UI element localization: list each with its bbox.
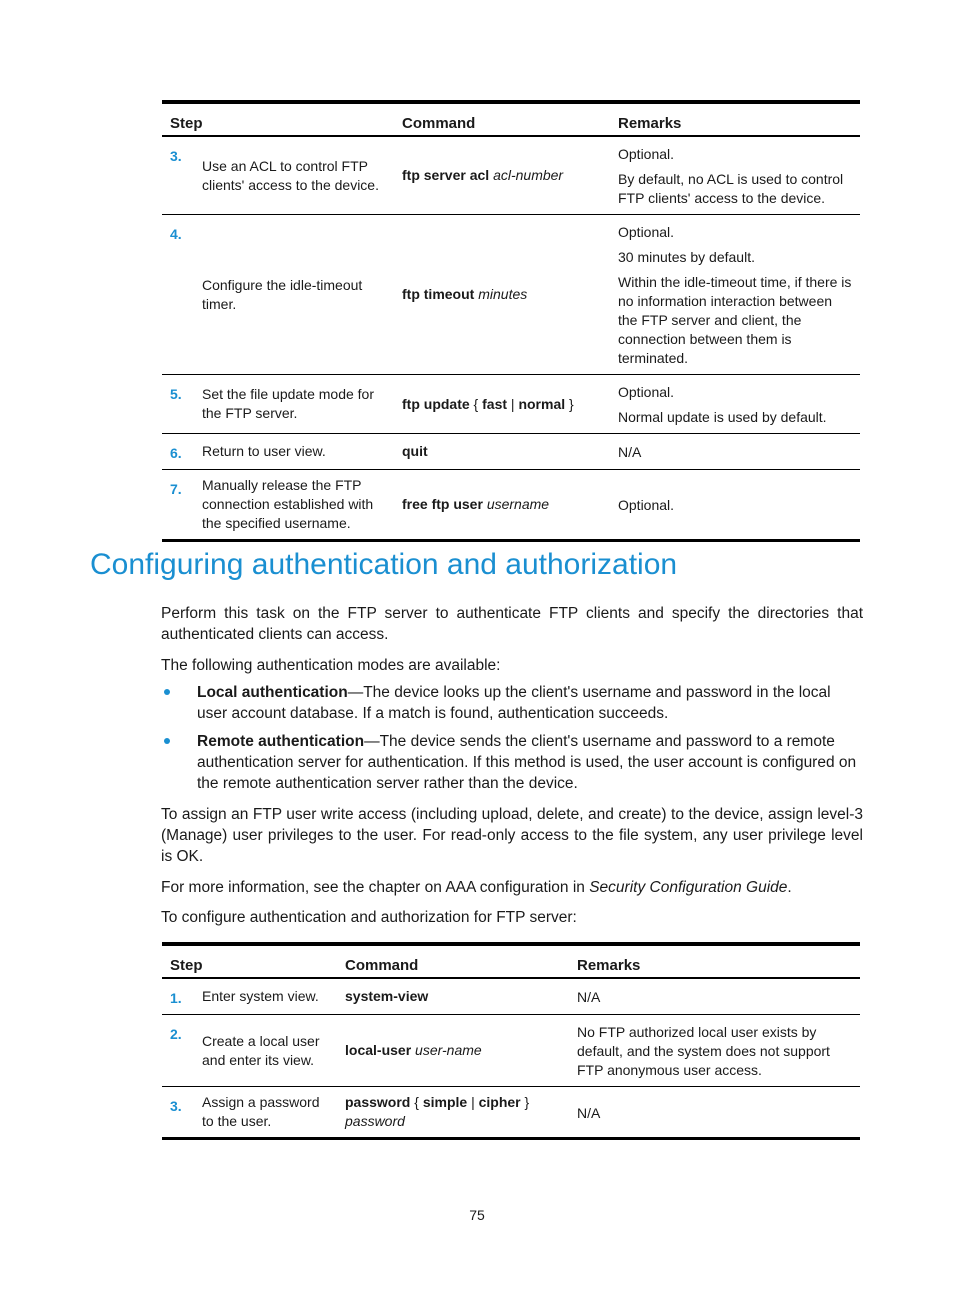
command-separator: | bbox=[467, 1094, 479, 1110]
step-description: Set the file update mode for the FTP server. bbox=[194, 375, 394, 434]
remarks-cell bbox=[569, 978, 860, 1015]
remark-text: N/A bbox=[577, 989, 601, 1005]
reference-end: . bbox=[787, 879, 792, 896]
section-heading: Configuring authentication and authorization bbox=[90, 548, 678, 581]
remark-text: No FTP authorized local user exists by default, and the system does not support FTP anonymous user access. bbox=[577, 1024, 830, 1078]
table-row bbox=[162, 978, 860, 1015]
command-cell bbox=[394, 470, 610, 541]
step-description: Manually release the FTP connection established with the specified username. bbox=[194, 470, 394, 541]
step-number: 3. bbox=[162, 136, 194, 215]
command-argument: acl-number bbox=[493, 167, 564, 183]
command-argument: username bbox=[486, 496, 550, 512]
command-separator: { bbox=[469, 395, 483, 412]
remarks-cell bbox=[610, 136, 860, 215]
remarks-cell bbox=[610, 215, 860, 375]
step-number: 5. bbox=[162, 375, 194, 434]
remark-text: N/A bbox=[577, 1104, 601, 1121]
remarks-cell bbox=[569, 1087, 860, 1139]
step-number: 6. bbox=[162, 434, 194, 470]
bullet-term: Remote authentication bbox=[197, 733, 365, 750]
auth-config-table bbox=[162, 942, 860, 1140]
column-header-step: Step bbox=[162, 944, 337, 978]
table-header-row bbox=[162, 102, 860, 136]
command-cell bbox=[337, 978, 569, 1015]
page-number: 75 bbox=[469, 1207, 485, 1223]
command-keyword: cipher bbox=[478, 1094, 521, 1110]
command-argument: minutes bbox=[478, 286, 528, 302]
bullet-icon bbox=[164, 738, 170, 744]
command-cell bbox=[394, 136, 610, 215]
command-keyword: fast bbox=[482, 395, 508, 412]
reference-text: For more information, see the chapter on AAA configuration in bbox=[161, 879, 590, 896]
remarks-cell bbox=[610, 375, 860, 434]
command-cell bbox=[394, 375, 610, 434]
command-keyword: normal bbox=[518, 395, 566, 412]
command-separator: { bbox=[410, 1094, 423, 1110]
table-row bbox=[162, 215, 860, 375]
step-description: Configure the idle-timeout timer. bbox=[194, 215, 394, 375]
table-row bbox=[162, 1015, 860, 1087]
command-keyword: simple bbox=[422, 1094, 468, 1110]
column-header-remarks: Remarks bbox=[569, 944, 860, 978]
remarks-cell bbox=[610, 434, 860, 470]
list-item bbox=[161, 731, 863, 794]
command-keyword: free ftp user bbox=[402, 496, 483, 512]
remark-text: Within the idle-timeout time, if there is no information interaction between the FTP server and client, the connection between them is terminated. bbox=[618, 274, 852, 366]
step-description: Create a local user and enter its view. bbox=[194, 1015, 337, 1087]
command-cell bbox=[394, 434, 610, 470]
reference-paragraph bbox=[161, 877, 863, 898]
table-row bbox=[162, 470, 860, 541]
step-number: 2. bbox=[162, 1015, 194, 1087]
intro-paragraph: Perform this task on the FTP server to authenticate FTP clients and specify the directories that authenticated clients can access. bbox=[161, 605, 863, 643]
column-header-command: Command bbox=[337, 944, 569, 978]
table-row bbox=[162, 434, 860, 470]
command-keyword: system-view bbox=[345, 988, 429, 1004]
command-cell bbox=[337, 1087, 569, 1139]
guide-title: Security Configuration Guide bbox=[589, 879, 788, 896]
procedure-intro: To configure authentication and authorization for FTP server: bbox=[161, 909, 577, 926]
remark-text: Normal update is used by default. bbox=[618, 409, 827, 425]
command-keyword: ftp timeout bbox=[402, 286, 475, 302]
remark-text: Optional. bbox=[618, 146, 675, 162]
remark-text: Optional. bbox=[618, 384, 675, 400]
step-description: Return to user view. bbox=[194, 434, 394, 470]
privilege-paragraph: To assign an FTP user write access (including upload, delete, and create) to the device, assign level-3 (Manage) user privileges to the user. For read-only access to the file system, any user privilege level is OK. bbox=[161, 806, 863, 865]
step-number: 7. bbox=[162, 470, 194, 541]
command-argument: user-name bbox=[415, 1042, 482, 1058]
step-description: Enter system view. bbox=[194, 978, 337, 1015]
command-keyword: ftp server acl bbox=[402, 167, 490, 183]
remark-text: Optional. bbox=[618, 497, 675, 513]
remark-text: By default, no ACL is used to control FTP clients' access to the device. bbox=[618, 171, 844, 206]
table-row bbox=[162, 375, 860, 434]
command-keyword: local-user bbox=[345, 1042, 412, 1058]
step-number: 1. bbox=[162, 978, 194, 1015]
table-header-row bbox=[162, 944, 860, 978]
bullet-term: Local authentication bbox=[197, 684, 348, 701]
section-body bbox=[161, 603, 863, 928]
table-row bbox=[162, 136, 860, 215]
remarks-cell bbox=[569, 1015, 860, 1087]
command-cell bbox=[394, 215, 610, 375]
command-separator: | bbox=[507, 395, 519, 412]
column-header-command: Command bbox=[394, 102, 610, 136]
step-description: Assign a password to the user. bbox=[194, 1087, 337, 1139]
step-number: 4. bbox=[162, 215, 194, 375]
list-item bbox=[161, 682, 863, 724]
command-separator: } bbox=[520, 1094, 530, 1110]
command-keyword: password bbox=[345, 1094, 411, 1110]
remark-text: Optional. bbox=[618, 224, 675, 240]
remarks-cell bbox=[610, 470, 860, 541]
bullet-icon bbox=[164, 689, 170, 695]
command-keyword: quit bbox=[402, 443, 428, 459]
bullet-text: —The device looks up the client's username and password in the local user account database. If a match is found, authentication succeeds. bbox=[197, 684, 831, 722]
command-cell bbox=[337, 1015, 569, 1087]
step-number: 3. bbox=[162, 1087, 194, 1139]
step-description: Use an ACL to control FTP clients' access to the device. bbox=[194, 136, 394, 215]
column-header-step: Step bbox=[162, 102, 394, 136]
bullet-text: —The device sends the client's username and password to a remote authentication server for authentication. If this method is used, the user account is configured on the remote authentication server rather than the device. bbox=[197, 733, 857, 792]
ftp-config-table bbox=[162, 100, 860, 542]
command-argument: password bbox=[345, 1113, 405, 1129]
modes-paragraph: The following authentication modes are available: bbox=[161, 657, 501, 674]
remark-text: 30 minutes by default. bbox=[618, 249, 755, 265]
remark-text: N/A bbox=[618, 444, 642, 460]
command-keyword: ftp update bbox=[402, 395, 470, 412]
table-row bbox=[162, 1087, 860, 1139]
command-separator: } bbox=[565, 395, 574, 412]
column-header-remarks: Remarks bbox=[610, 102, 860, 136]
